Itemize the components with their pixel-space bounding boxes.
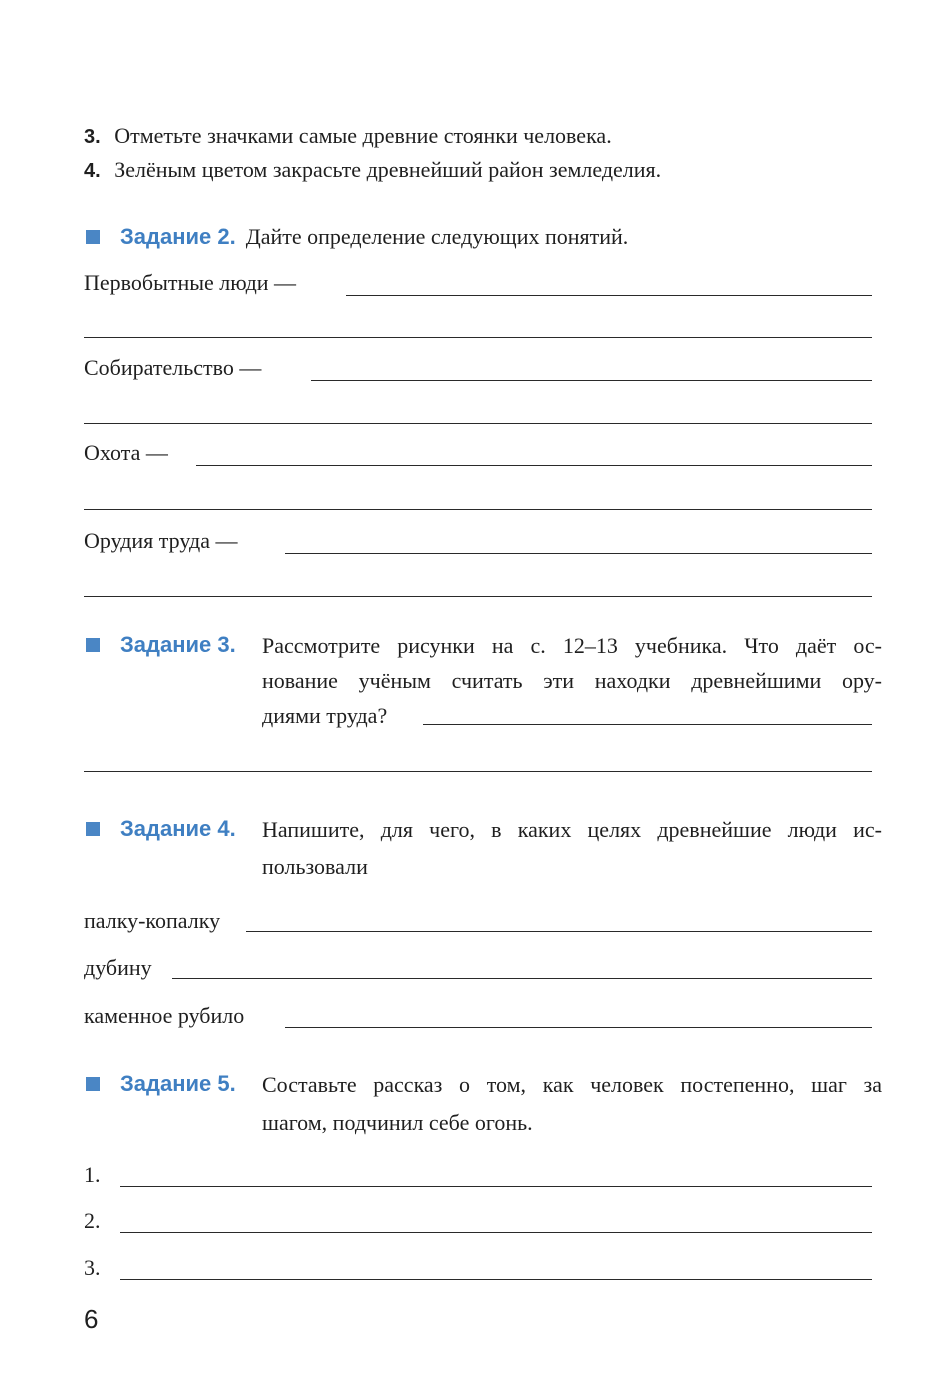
task-2-heading xyxy=(86,226,628,248)
answer-line[interactable] xyxy=(172,978,872,979)
answer-line[interactable] xyxy=(84,596,872,597)
task-label: Задание 2. xyxy=(120,224,236,249)
square-bullet-icon xyxy=(86,638,100,652)
tool-digging-stick: палку-копалку xyxy=(84,908,221,933)
task-3-text-line-2: нование учёным считать эти находки древнейшими ору- xyxy=(262,668,882,693)
answer-line[interactable] xyxy=(84,771,872,772)
item-text: Зелёным цветом закрасьте древнейший район земледелия. xyxy=(114,157,662,182)
answer-line[interactable] xyxy=(311,380,872,381)
answer-line[interactable] xyxy=(120,1186,872,1187)
answer-line[interactable] xyxy=(84,423,872,424)
task-title: Дайте определение следующих понятий. xyxy=(245,224,629,249)
task-4-text-line-1: Напишите, для чего, в каких целях древнейшие люди ис- xyxy=(262,817,882,842)
term-primitive-people: Первобытные люди — xyxy=(84,270,297,295)
answer-line[interactable] xyxy=(346,295,872,296)
tool-hand-axe: каменное рубило xyxy=(84,1003,245,1028)
task-5-text-line-1: Составьте рассказ о том, как человек постепенно, шаг за xyxy=(262,1072,882,1097)
story-step-number: 3. xyxy=(84,1255,101,1280)
instruction-item-3 xyxy=(84,125,612,147)
story-step-number: 2. xyxy=(84,1208,101,1233)
answer-line[interactable] xyxy=(120,1279,872,1280)
answer-line[interactable] xyxy=(196,465,872,466)
term-tools: Орудия труда — xyxy=(84,528,238,553)
answer-line[interactable] xyxy=(423,724,872,725)
answer-line[interactable] xyxy=(285,1027,872,1028)
task-5-heading xyxy=(86,1073,236,1095)
item-number: 4. xyxy=(84,160,101,182)
square-bullet-icon xyxy=(86,230,100,244)
answer-line[interactable] xyxy=(84,509,872,510)
task-4-heading xyxy=(86,818,236,840)
task-label: Задание 5. xyxy=(120,1071,236,1096)
task-3-heading xyxy=(86,634,236,656)
answer-line[interactable] xyxy=(246,931,872,932)
instruction-item-4 xyxy=(84,159,661,181)
square-bullet-icon xyxy=(86,822,100,836)
story-step-number: 1. xyxy=(84,1162,101,1187)
answer-line[interactable] xyxy=(84,337,872,338)
task-label: Задание 4. xyxy=(120,816,236,841)
task-3-text-line-1: Рассмотрите рисунки на с. 12–13 учебника. Что даёт ос- xyxy=(262,633,882,658)
answer-line[interactable] xyxy=(285,553,872,554)
task-5-text-line-2: шагом, подчинил себе огонь. xyxy=(262,1110,533,1135)
answer-line[interactable] xyxy=(120,1232,872,1233)
item-number: 3. xyxy=(84,126,101,148)
term-gathering: Собирательство — xyxy=(84,355,262,380)
task-4-text-line-2: пользовали xyxy=(262,854,368,879)
page-number: 6 xyxy=(84,1304,99,1334)
square-bullet-icon xyxy=(86,1077,100,1091)
item-text: Отметьте значками самые древние стоянки человека. xyxy=(114,123,612,148)
task-3-text-line-3: диями труда? xyxy=(262,703,388,728)
tool-club: дубину xyxy=(84,955,152,980)
term-hunting: Охота — xyxy=(84,440,168,465)
task-label: Задание 3. xyxy=(120,632,236,657)
